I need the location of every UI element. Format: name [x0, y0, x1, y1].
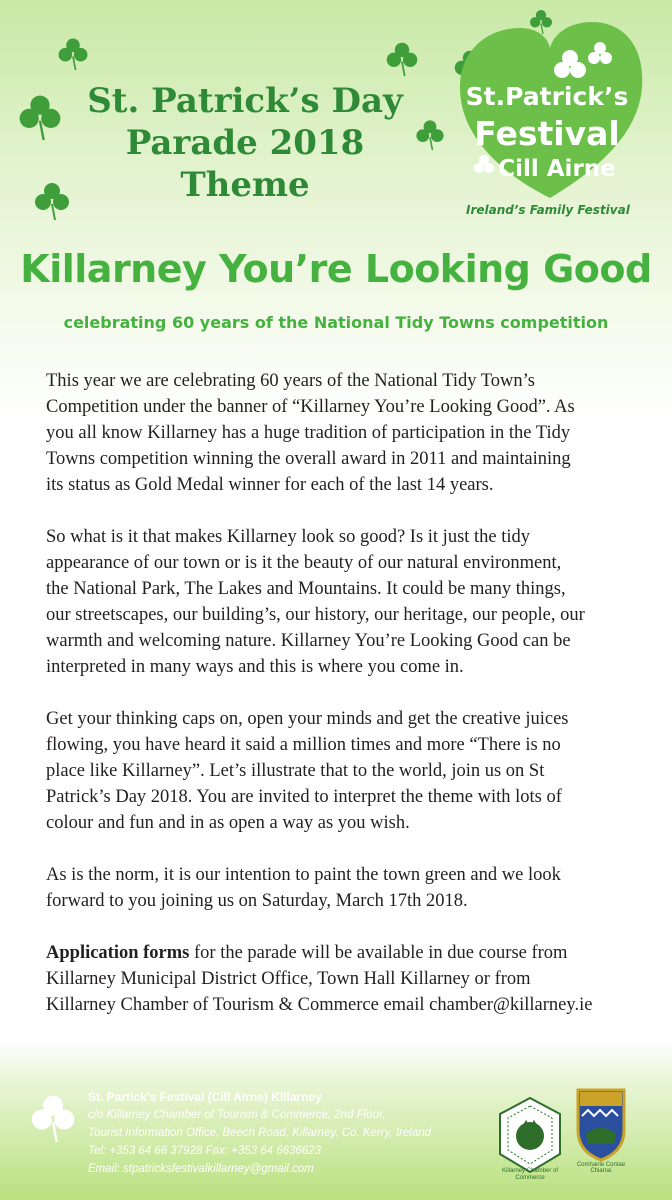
text-line: the National Park, The Lakes and Mountains. It could be many things,: [46, 579, 566, 599]
text-line: place like Killarney”. Let’s illustrate that to the world, join us on St: [46, 761, 545, 781]
application-paragraph: [46, 940, 646, 1018]
text-line: So what is it that makes Killarney look so good? Is it just the tidy: [46, 527, 531, 547]
paragraph: [46, 862, 646, 914]
crest-label: Comhairle Contae Chiarraí: [576, 1162, 626, 1174]
text-line: Get your thinking caps on, open your minds and get the creative juices: [46, 709, 569, 729]
text-line: Competition under the banner of “Killarney You’re Looking Good”. As: [46, 397, 575, 417]
county-council-crest-icon: [574, 1086, 628, 1162]
text-line: warmth and welcoming nature. Killarney You’re Looking Good can be: [46, 631, 571, 651]
text-line: our streetscapes, our building’s, our history, our heritage, our people, our: [46, 605, 585, 625]
logo-line: Cill Airne: [498, 156, 616, 182]
shamrock-icon: [16, 92, 64, 140]
text-line: Killarney Municipal District Office, Town Hall Killarney or from: [46, 969, 531, 989]
text-line: Patrick’s Day 2018. You are invited to interpret the theme with lots of: [46, 787, 562, 807]
text-line: interpreted in many ways and this is where you come in.: [46, 657, 464, 677]
crest-label: Killarney Chamber of Commerce: [501, 1168, 559, 1181]
shamrock-icon: [28, 1092, 78, 1142]
text-line: colour and fun and in as open a way as you wish.: [46, 813, 410, 833]
footer-address: Tourist Information Office, Beech Road, Killarney, Co. Kerry, Ireland: [88, 1127, 432, 1139]
paragraph: [46, 706, 646, 836]
logo-tagline: Ireland’s Family Festival: [466, 203, 630, 217]
footer-address: c/o Killarney Chamber of Tourism & Commerce, 2nd Floor,: [88, 1109, 386, 1121]
headline: Killarney You’re Looking Good: [20, 247, 652, 291]
footer-email: Email: stpatricksfestivalkillarney@gmail.com: [88, 1163, 314, 1175]
subheadline: celebrating 60 years of the National Tidy Towns competition: [63, 313, 609, 332]
logo-line: Festival: [474, 114, 620, 153]
text-line: Killarney Chamber of Tourism & Commerce email chamber@killarney.ie: [46, 995, 593, 1015]
title-line: Theme: [180, 165, 310, 205]
logo-line: St.Patrick’s: [465, 82, 629, 111]
title-line: Parade 2018: [125, 123, 365, 163]
page-title: [60, 80, 430, 206]
festival-logo: [450, 18, 662, 258]
text-line: Towns competition winning the overall award in 2011 and maintaining: [46, 449, 571, 469]
body-text: [46, 368, 646, 1044]
paragraph: [46, 524, 646, 680]
shamrock-icon: [384, 40, 420, 76]
text-line: forward to you joining us on Saturday, March 17th 2018.: [46, 891, 468, 911]
application-lead: Application forms: [46, 943, 190, 963]
footer-contact: [88, 1088, 488, 1178]
title-line: St. Patrick’s Day: [87, 81, 403, 121]
text-line: [46, 940, 646, 966]
shamrock-icon: [56, 36, 90, 70]
text-line: This year we are celebrating 60 years of the National Tidy Town’s: [46, 371, 536, 391]
application-text: for the parade will be available in due course from: [189, 943, 568, 963]
footer-org: St. Partick’s Festival (Cill Airne) Killarney: [88, 1090, 322, 1104]
footer-phone: Tel: +353 64 66 37928 Fax: +353 64 6636623: [88, 1145, 321, 1157]
text-line: its status as Gold Medal winner for each of the last 14 years.: [46, 475, 494, 495]
text-line: you all know Killarney has a huge tradition of participation in the Tidy: [46, 423, 571, 443]
text-line: appearance of our town or is it the beauty of our natural environment,: [46, 553, 562, 573]
text-line: As is the norm, it is our intention to paint the town green and we look: [46, 865, 561, 885]
text-line: flowing, you have heard it said a million times and more “There is no: [46, 735, 561, 755]
paragraph: [46, 368, 646, 498]
